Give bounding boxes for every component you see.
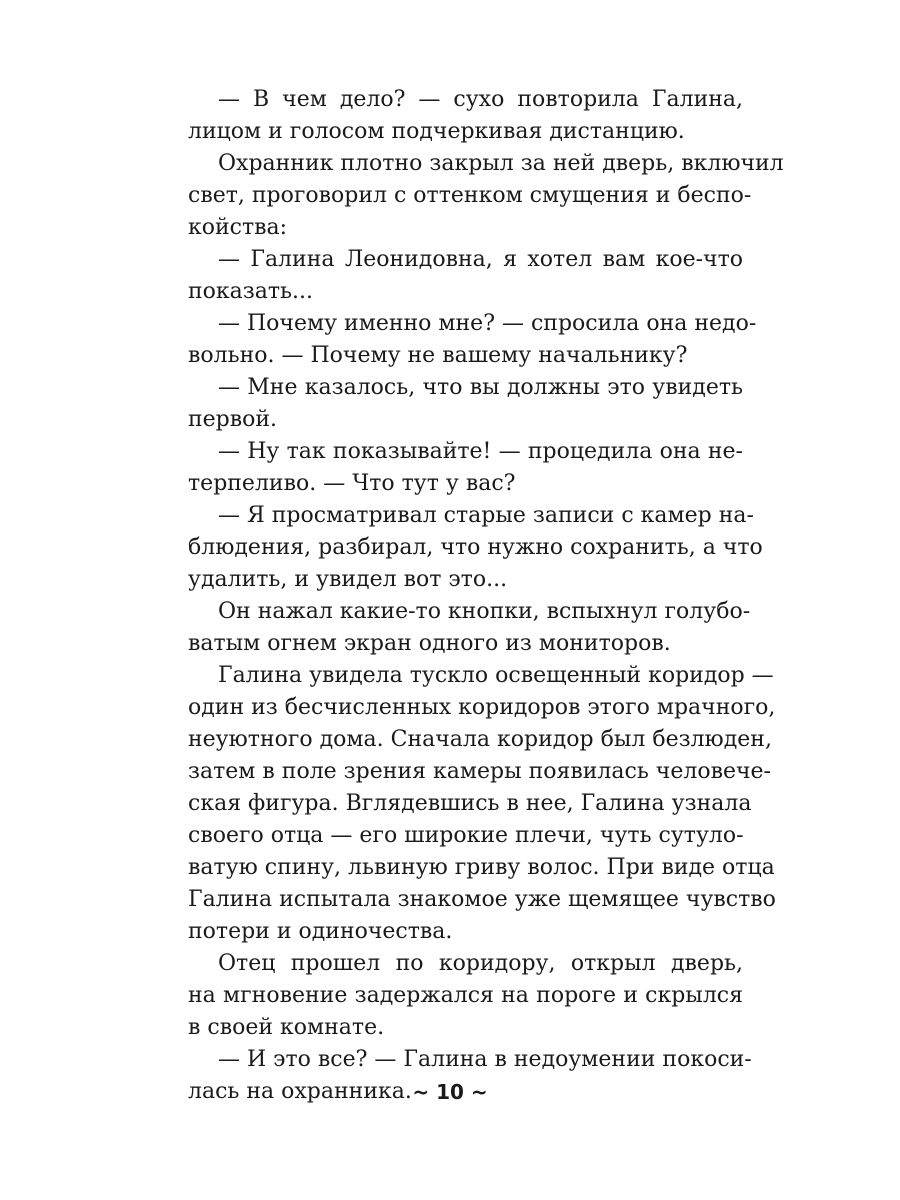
- text-line: ская фигура. Вглядевшись в нее, Галина узнала: [188, 791, 752, 816]
- text-line: своего отца — его широкие плечи, чуть сутуло-: [188, 823, 744, 848]
- text-line: блюдения, разбирал, что нужно сохранить, а что: [188, 535, 763, 560]
- text-line: лась на охранника.: [188, 1079, 412, 1104]
- paragraph: [188, 308, 757, 372]
- text-line: — Ну так показывайте! — процедила она не-: [218, 439, 743, 464]
- text-line: Галина испытала знакомое уже щемящее чувство: [188, 887, 776, 912]
- text-line: ватую спину, львиную гриву волос. При виде отца: [188, 855, 775, 880]
- text-line: Отец прошел по коридору, открыл дверь,: [218, 951, 743, 976]
- text-line: показать...: [188, 279, 314, 304]
- paragraph: [188, 148, 784, 244]
- paragraph: [188, 84, 743, 148]
- paragraph: [188, 372, 743, 436]
- text-line: затем в поле зрения камеры появилась человече-: [188, 759, 771, 784]
- text-line: лицом и голосом подчеркивая дистанцию.: [188, 119, 685, 144]
- page-number: ~ 10 ~: [412, 1080, 488, 1104]
- text-line: — Галина Леонидовна, я хотел вам кое-что: [218, 247, 743, 272]
- text-line: Охранник плотно закрыл за ней дверь, включил: [218, 151, 784, 176]
- text-line: ватым огнем экран одного из мониторов.: [188, 631, 671, 656]
- text-line: в своей комнате.: [188, 1015, 385, 1040]
- paragraph: [188, 436, 743, 500]
- paragraph: [188, 660, 776, 948]
- paragraph: [188, 596, 751, 660]
- text-line: — В чем дело? — сухо повторила Галина,: [218, 87, 743, 112]
- text-line: свет, проговорил с оттенком смущения и беспо-: [188, 183, 752, 208]
- text-line: — Я просматривал старые записи с камер на-: [218, 503, 754, 528]
- paragraph: [188, 500, 763, 596]
- paragraph: [188, 948, 743, 1044]
- text-line: неуютного дома. Сначала коридор был безлюден,: [188, 727, 772, 752]
- text-line: на мгновение задержался на пороге и скрылся: [188, 983, 743, 1008]
- text-line: один из бесчисленных коридоров этого мрачного,: [188, 695, 776, 720]
- text-line: первой.: [188, 407, 278, 432]
- text-line: Он нажал какие-то кнопки, вспыхнул голубо-: [218, 599, 751, 624]
- text-line: потери и одиночества.: [188, 919, 453, 944]
- text-line: — Почему именно мне? — спросила она недо-: [218, 311, 757, 336]
- text-line: койства:: [188, 215, 288, 240]
- paragraph: [188, 244, 743, 308]
- text-line: Галина увидела тускло освещенный коридор —: [218, 663, 774, 688]
- text-line: — Мне казалось, что вы должны это увидеть: [218, 375, 743, 400]
- text-line: терпеливо. — Что тут у вас?: [188, 471, 516, 496]
- text-line: — И это все? — Галина в недоумении покоси-: [218, 1047, 752, 1072]
- page-text: [188, 84, 784, 1108]
- text-line: вольно. — Почему не вашему начальнику?: [188, 343, 688, 368]
- text-line: удалить, и увидел вот это...: [188, 567, 508, 592]
